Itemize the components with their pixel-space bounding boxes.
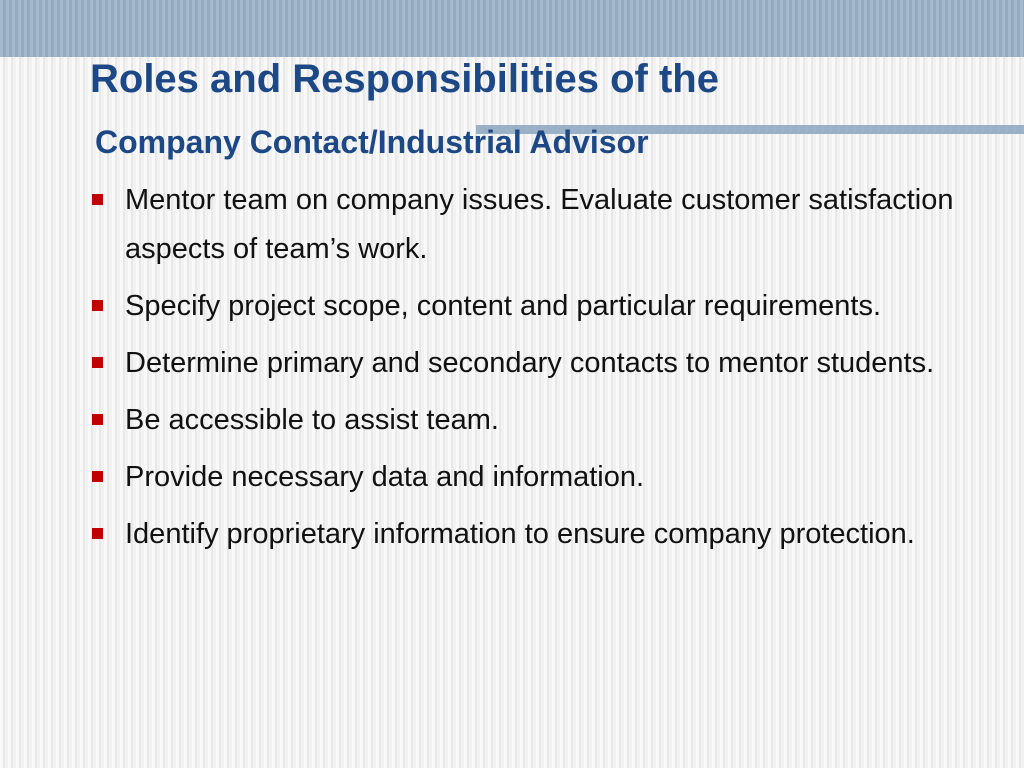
top-decorative-band: [0, 0, 1024, 57]
square-bullet-icon: [92, 357, 103, 368]
bullet-text: Identify proprietary information to ensure company protection.: [125, 518, 915, 550]
bullet-item: [88, 176, 968, 274]
bullet-item: [88, 396, 968, 445]
bullet-text: Specify project scope, content and particular requirements.: [125, 290, 882, 322]
square-bullet-icon: [92, 194, 103, 205]
bullet-item: [88, 339, 968, 388]
bullet-text: Determine primary and secondary contacts to mentor students.: [125, 347, 935, 379]
square-bullet-icon: [92, 414, 103, 425]
bullet-item: [88, 282, 968, 331]
bullet-list: [88, 176, 968, 567]
bullet-text: Be accessible to assist team.: [125, 404, 499, 436]
square-bullet-icon: [92, 300, 103, 311]
slide-title-line-1: Roles and Responsibilities of the: [90, 57, 719, 101]
slide-title-line-2: Company Contact/Industrial Advisor: [95, 124, 649, 160]
bullet-text: Provide necessary data and information.: [125, 461, 645, 493]
bullet-item: [88, 510, 968, 559]
bullet-text: Mentor team on company issues. Evaluate customer satisfaction aspects of team’s work.: [125, 184, 954, 265]
square-bullet-icon: [92, 528, 103, 539]
bullet-item: [88, 453, 968, 502]
square-bullet-icon: [92, 471, 103, 482]
